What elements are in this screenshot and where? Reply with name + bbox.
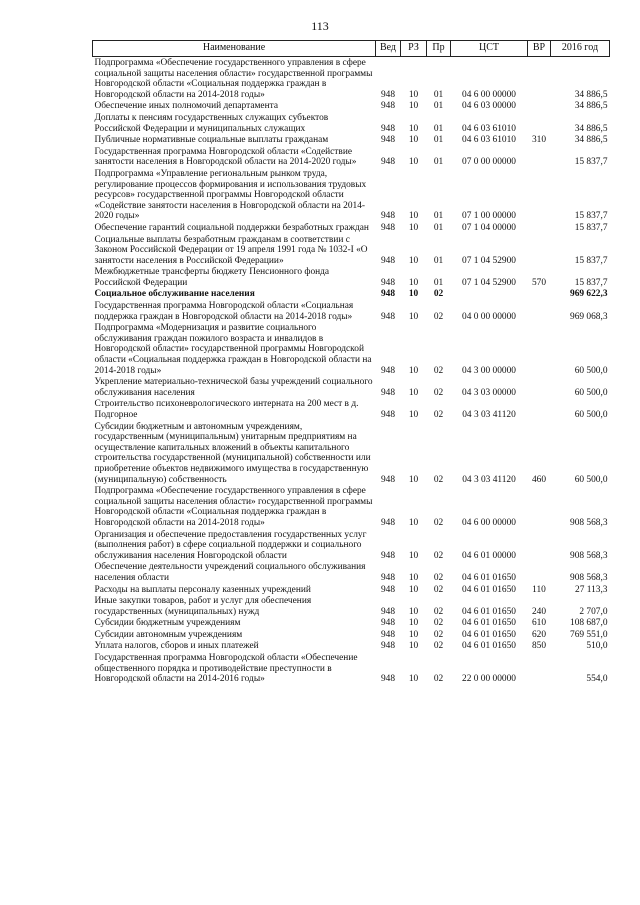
- row-pr: 02: [433, 618, 444, 629]
- row-cst: 04 6 01 00000: [462, 550, 516, 561]
- table-row: [93, 322, 610, 376]
- row-pr: 02: [433, 584, 444, 595]
- row-amount: 908 568,3: [570, 572, 608, 583]
- row-cst: 04 6 00 00000: [462, 89, 516, 100]
- row-pr: 02: [433, 674, 444, 685]
- row-amount: 15 837,7: [574, 277, 608, 288]
- row-vr: 110: [532, 584, 546, 595]
- row-name: Уплата налогов, сборов и иных платежей: [94, 641, 259, 652]
- row-rz: 10: [408, 474, 419, 485]
- row-amount: 554,0: [586, 674, 608, 685]
- row-rz: 10: [408, 277, 419, 288]
- column-header-vr: ВР: [528, 41, 551, 57]
- row-rz: 10: [408, 211, 419, 222]
- table-row: [93, 222, 610, 234]
- row-vr: 310: [531, 135, 547, 146]
- row-pr: 01: [433, 135, 444, 146]
- table-row: [93, 485, 610, 528]
- row-cst: 04 3 00 00000: [462, 365, 516, 376]
- row-cst: [451, 288, 528, 300]
- row-vr: [528, 485, 551, 528]
- table-row: [93, 640, 610, 652]
- row-ved: 948: [380, 135, 396, 146]
- row-amount: 15 837,7: [574, 157, 608, 168]
- row-cst: 04 3 03 41120: [462, 410, 516, 420]
- row-name: Социальные выплаты безработным гражданам в соответствии с Законом Российской Федерации от 19 апреля 1991 года № 1032-I «О занятости населения в Российской Федерации»: [94, 234, 368, 266]
- row-rz: 10: [408, 89, 419, 100]
- table-header-row: [93, 41, 610, 57]
- row-name: Обеспечение деятельности учреждений социального обслуживания населения области: [94, 562, 366, 583]
- row-ved: 948: [380, 89, 396, 100]
- table-row: [93, 288, 610, 300]
- row-vr: 610: [531, 618, 547, 629]
- row-cst: 04 3 03 41120: [462, 474, 516, 485]
- row-amount: 34 886,5: [574, 123, 608, 134]
- table-row: [93, 617, 610, 629]
- row-amount: 2 707,0: [579, 606, 608, 617]
- row-pr: 02: [433, 550, 444, 561]
- table-row: [93, 595, 610, 617]
- row-ved: 948: [380, 474, 396, 485]
- budget-table: [92, 40, 610, 685]
- row-rz: 10: [408, 255, 419, 266]
- row-rz: 10: [408, 641, 419, 652]
- row-cst: 07 1 04 52900: [462, 255, 516, 266]
- row-rz: 10: [408, 618, 419, 629]
- row-ved: 948: [380, 311, 396, 322]
- row-cst: 04 6 03 61010: [462, 123, 516, 134]
- row-rz: 10: [408, 606, 419, 617]
- row-vr: [528, 376, 551, 398]
- row-ved: 948: [380, 255, 396, 266]
- row-ved: 948: [380, 410, 396, 420]
- row-amount: 108 687,0: [570, 618, 608, 629]
- row-amount: 510,0: [586, 641, 608, 652]
- row-name: Подпрограмма «Обеспечение государственного управления в сфере социальной защиты населения области» государственной программы Новгородской области «Социальная поддержка граждан в Новгородской области на 2014-2018 годы»: [94, 58, 373, 100]
- row-name: Межбюджетные трансферты бюджету Пенсионного фонда Российской Федерации: [94, 267, 330, 288]
- row-ved: 948: [380, 584, 396, 595]
- row-ved: 948: [380, 157, 396, 168]
- row-ved: 948: [380, 222, 396, 233]
- row-rz: 10: [408, 387, 419, 398]
- row-rz: 10: [408, 572, 419, 583]
- row-pr: 02: [433, 606, 444, 617]
- row-cst: 04 6 01 01650: [462, 641, 516, 652]
- table-row: [93, 300, 610, 322]
- table-row: [93, 561, 610, 583]
- row-vr: [528, 112, 551, 134]
- row-amount: 908 568,3: [570, 550, 608, 561]
- row-name: Обеспечение гарантий социальной поддержки безработных граждан: [94, 222, 369, 233]
- row-amount: 969 068,3: [570, 311, 608, 322]
- row-cst: 04 6 00 00000: [462, 517, 516, 528]
- row-name: Иные закупки товаров, работ и услуг для обеспечения государственных (муниципальных) нужд: [94, 596, 312, 617]
- column-header-rz: РЗ: [401, 41, 427, 57]
- row-ved: 948: [380, 618, 396, 629]
- row-ved: 948: [380, 211, 396, 222]
- row-cst: 07 1 00 00000: [462, 211, 516, 222]
- row-rz: 10: [408, 674, 419, 685]
- table-row: [93, 629, 610, 641]
- row-amount: 15 837,7: [574, 211, 608, 222]
- row-rz: 10: [408, 550, 419, 561]
- row-pr: 01: [433, 222, 444, 233]
- row-pr: 02: [433, 474, 444, 485]
- page-number: 113: [311, 19, 329, 33]
- row-ved: 948: [380, 365, 396, 376]
- row-vr: [528, 57, 551, 101]
- row-amount: 60 500,0: [574, 474, 608, 485]
- row-amount: 34 886,5: [574, 101, 608, 112]
- row-name: Подпрограмма «Обеспечение государственного управления в сфере социальной защиты населения области» государственной программы Новгородской области «Социальная поддержка граждан в Новгородской области на 2014-2018 годы»: [94, 486, 373, 528]
- row-name: Обеспечение иных полномочий департамента: [94, 101, 278, 112]
- row-ved: 948: [380, 289, 396, 300]
- row-ved: 948: [380, 674, 396, 685]
- row-amount: 769 551,0: [570, 629, 608, 640]
- row-ved: 948: [380, 387, 396, 398]
- row-rz: 10: [408, 517, 419, 528]
- table-row: [93, 146, 610, 168]
- row-rz: 10: [408, 157, 419, 168]
- row-pr: 01: [433, 89, 444, 100]
- row-ved: 948: [380, 550, 396, 561]
- row-name: Доплаты к пенсиям государственных служащих субъектов Российской Федерации и муниципальных служащих: [94, 112, 329, 134]
- row-rz: 10: [408, 311, 419, 322]
- row-ved: 948: [380, 629, 396, 640]
- row-cst: 22 0 00 00000: [462, 674, 516, 685]
- row-name: Социальное обслуживание населения: [94, 289, 255, 300]
- table-row: [93, 584, 610, 596]
- row-cst: 04 6 01 01650: [462, 584, 516, 595]
- row-ved: 948: [380, 641, 396, 652]
- row-vr: 850: [531, 641, 547, 652]
- row-name: Государственная программа Новгородской области «Обеспечение общественного порядка и противодействие преступности в Новгородской области на 2014-2016 годы»: [94, 653, 358, 685]
- row-rz: 10: [408, 365, 419, 376]
- row-vr: [528, 234, 551, 267]
- row-cst: 07 1 04 00000: [462, 222, 516, 233]
- table-body: [93, 57, 610, 685]
- row-pr: 01: [433, 277, 444, 288]
- table-row: [93, 529, 610, 562]
- row-vr: [528, 561, 551, 583]
- row-vr: [528, 222, 551, 234]
- row-vr: [528, 168, 551, 222]
- row-amount: 15 837,7: [574, 255, 608, 266]
- row-vr: [528, 529, 551, 562]
- row-name: Государственная программа Новгородской области «Социальная поддержка граждан в Новгородской области на 2014-2018 годы»: [94, 301, 354, 322]
- row-rz: 10: [408, 222, 419, 233]
- row-vr: 240: [531, 606, 547, 617]
- row-pr: 02: [433, 572, 444, 583]
- row-rz: 10: [408, 101, 419, 112]
- row-name: Подпрограмма «Управление региональным рынком труда, регулирование процессов формирования и использования трудовых ресурсов» государственной программы Новгородской области «Содействие занятости населения в Новгородской области на 2014-2020 годы»: [94, 168, 367, 222]
- row-pr: 02: [433, 289, 444, 300]
- row-amount: 908 568,3: [570, 517, 608, 528]
- row-name: Укрепление материально-технической базы учреждений социального обслуживания населения: [94, 377, 373, 398]
- row-amount: 969 622,3: [570, 289, 608, 300]
- row-rz: 10: [408, 135, 419, 146]
- row-vr: [528, 288, 551, 300]
- row-cst: 04 6 01 01650: [462, 572, 516, 583]
- row-vr: [528, 652, 551, 685]
- row-vr: 620: [531, 629, 547, 640]
- row-vr: [528, 322, 551, 376]
- row-ved: 948: [380, 517, 396, 528]
- row-rz: 10: [408, 123, 419, 134]
- table-row: [93, 57, 610, 101]
- row-name: Субсидии бюджетным и автономным учреждениям, государственным (муниципальным) унитарным предприятиям на осуществление капитальных вложений в объекты капитального строительства государственной (муниципальной) собственности или приобретение объектов недвижимого имущества в государственную (муниципальную) собственность: [94, 421, 371, 485]
- row-vr: 570: [531, 277, 547, 288]
- table-row: [93, 100, 610, 112]
- table-row: [93, 168, 610, 222]
- column-header-pr: Пр: [427, 41, 451, 57]
- column-header-cst: ЦСТ: [451, 41, 528, 57]
- column-header-name: Наименование: [93, 41, 376, 57]
- row-pr: 02: [433, 629, 444, 640]
- row-vr: [528, 398, 551, 420]
- row-pr: 02: [433, 387, 444, 398]
- table-row: [93, 421, 610, 486]
- row-pr: 01: [433, 211, 444, 222]
- row-rz: 10: [408, 584, 419, 595]
- table-row: [93, 234, 610, 267]
- row-pr: 02: [433, 641, 444, 652]
- row-amount: 60 500,0: [574, 410, 608, 420]
- row-pr: 01: [433, 157, 444, 168]
- row-cst: 07 1 04 52900: [462, 277, 516, 288]
- row-name: Публичные нормативные социальные выплаты гражданам: [94, 135, 329, 146]
- row-name: Субсидии автономным учреждениям: [94, 629, 243, 640]
- row-cst: 04 0 00 00000: [462, 311, 516, 322]
- row-ved: 948: [380, 606, 396, 617]
- row-cst: 07 0 00 00000: [462, 157, 516, 168]
- row-name: Подпрограмма «Модернизация и развитие социального обслуживания граждан пожилого возраста и инвалидов в Новгородской области» государственной программы Новгородской области «Социальная поддержка граждан в Новгородской области на 2014-2018 годы»: [94, 323, 372, 376]
- row-pr: 01: [433, 255, 444, 266]
- row-cst: 04 6 01 01650: [462, 618, 516, 629]
- table-row: [93, 398, 610, 420]
- row-name: Расходы на выплаты персоналу казенных учреждений: [94, 584, 311, 595]
- row-amount: 60 500,0: [574, 365, 608, 376]
- row-pr: 02: [433, 365, 444, 376]
- row-amount: 34 886,5: [574, 89, 608, 100]
- row-pr: 02: [433, 517, 444, 528]
- row-cst: 04 6 03 00000: [462, 101, 516, 112]
- row-ved: 948: [380, 123, 396, 134]
- table-row: [93, 134, 610, 146]
- row-rz: 10: [408, 629, 419, 640]
- row-name: Государственная программа Новгородской области «Содействие занятости населения в Новгородской области на 2014-2020 годы»: [94, 146, 357, 168]
- row-amount: 15 837,7: [574, 222, 608, 233]
- table-row: [93, 376, 610, 398]
- row-amount: 60 500,0: [574, 387, 608, 398]
- row-rz: 10: [408, 410, 419, 420]
- row-cst: 04 3 03 00000: [462, 387, 516, 398]
- row-cst: 04 6 01 01650: [462, 629, 516, 640]
- row-pr: 01: [433, 101, 444, 112]
- row-cst: 04 6 01 01650: [462, 606, 516, 617]
- row-vr: [528, 300, 551, 322]
- row-amount: 34 886,5: [574, 135, 608, 146]
- row-vr: [528, 146, 551, 168]
- column-header-amount: 2016 год: [551, 41, 610, 57]
- row-rz: 10: [408, 289, 419, 300]
- row-amount: 27 113,3: [575, 584, 608, 595]
- row-ved: 948: [380, 277, 396, 288]
- row-cst: 04 6 03 61010: [462, 135, 516, 146]
- table-row: [93, 112, 610, 134]
- row-ved: 948: [380, 101, 396, 112]
- row-name: Строительство психоневрологического интерната на 200 мест в д. Подгорное: [94, 399, 359, 420]
- table-row: [93, 266, 610, 288]
- row-pr: 02: [433, 311, 444, 322]
- row-ved: 948: [380, 572, 396, 583]
- row-vr: 460: [531, 474, 547, 485]
- row-name: Организация и обеспечение предоставления государственных услуг (выполнения работ) в сфере социальной поддержки и социального обслуживания населения Новгородской области: [94, 529, 367, 561]
- row-vr: [528, 100, 551, 112]
- row-pr: 01: [433, 123, 444, 134]
- table-row: [93, 652, 610, 685]
- row-pr: 02: [433, 410, 444, 420]
- row-name: Субсидии бюджетным учреждениям: [94, 618, 241, 629]
- column-header-ved: Вед: [376, 41, 401, 57]
